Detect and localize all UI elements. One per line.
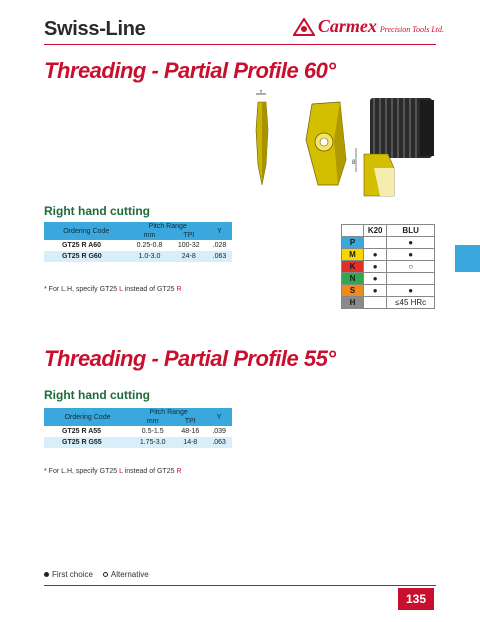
grade-row <box>342 273 435 285</box>
logo-subtitle: Precision Tools Ltd. <box>379 25 444 34</box>
col-blu: BLU <box>387 225 435 237</box>
table-row <box>44 426 232 437</box>
hollow-dot-icon <box>103 572 108 577</box>
grade-letter: P <box>342 237 364 249</box>
cell-blu: ≤45 HRc <box>387 297 435 309</box>
cell-tpi: 24-8 <box>171 251 208 262</box>
legend-alternative: Alternative <box>103 570 149 579</box>
cell-y: .039 <box>206 426 232 437</box>
col-pitch-range: Pitch Range <box>131 408 206 417</box>
section1-title: Threading - Partial Profile 60° <box>44 58 336 83</box>
table-row <box>44 240 232 251</box>
carmex-logo-icon <box>293 18 315 36</box>
note-r: R <box>176 468 182 475</box>
note-text: instead of GT25 <box>122 286 177 293</box>
logo-word: Carmex <box>317 16 377 36</box>
col-pitch-range: Pitch Range <box>128 222 207 231</box>
carmex-logo <box>293 16 444 37</box>
grade-row <box>342 297 435 309</box>
grade-letter: N <box>342 273 364 285</box>
grade-letter: K <box>342 261 364 273</box>
section1-lh-note <box>44 286 182 293</box>
note-text: * For L.H, specify GT25 <box>44 468 120 475</box>
cell-blu: ● <box>387 249 435 261</box>
page-number: 135 <box>398 588 434 610</box>
col-y: Y <box>207 222 232 240</box>
filled-dot-icon <box>44 572 49 577</box>
cell-mm: 1.0-3.0 <box>128 251 170 262</box>
cell-k20: ● <box>364 249 387 261</box>
col-ordering-code: Ordering Code <box>44 408 131 426</box>
cell-mm: 0.25-0.8 <box>128 240 170 251</box>
grade-letter: S <box>342 285 364 297</box>
col-ordering-code: Ordering Code <box>44 222 128 240</box>
side-tab-marker <box>455 245 480 272</box>
insert-side-view-illustration <box>246 90 276 190</box>
page-header-title: Swiss-Line <box>44 18 146 40</box>
table-row <box>44 437 232 448</box>
cell-k20 <box>364 237 387 249</box>
col-mm: mm <box>128 231 170 240</box>
section2-title: Threading - Partial Profile 55° <box>44 346 336 371</box>
note-text: instead of GT25 <box>122 468 177 475</box>
col-tpi: TPI <box>171 231 208 240</box>
col-tpi: TPI <box>174 417 206 426</box>
footer-divider <box>44 585 436 586</box>
grade-letter: H <box>342 297 364 309</box>
note-text: * For L.H, specify GT25 <box>44 286 120 293</box>
note-r: R <box>176 286 182 293</box>
grade-row <box>342 285 435 297</box>
grade-row <box>342 237 435 249</box>
cell-mm: 1.75-3.0 <box>131 437 174 448</box>
cell-blu: ● <box>387 237 435 249</box>
header-divider <box>44 44 436 45</box>
cell-blu: ○ <box>387 261 435 273</box>
dimension-b-label: 8 <box>352 160 356 166</box>
note-l: L <box>119 468 123 475</box>
section2-subheading: Right hand cutting <box>44 388 150 402</box>
col-k20: K20 <box>364 225 387 237</box>
cell-blu <box>387 273 435 285</box>
cell-y: .063 <box>206 437 232 448</box>
threaded-workpiece-illustration <box>350 96 440 206</box>
col-mm: mm <box>131 417 174 426</box>
cell-y: .063 <box>207 251 232 262</box>
section1-subheading: Right hand cutting <box>44 204 150 218</box>
dimension-y-label: Y <box>259 90 264 95</box>
cell-k20: ● <box>364 273 387 285</box>
cell-tpi: 100-32 <box>171 240 208 251</box>
cell-mm: 0.5-1.5 <box>131 426 174 437</box>
cell-code: GT25 R A60 <box>44 240 128 251</box>
insert-front-view-illustration <box>300 100 350 190</box>
col-y: Y <box>206 408 232 426</box>
grades-table <box>341 224 435 309</box>
cell-tpi: 14-8 <box>174 437 206 448</box>
grade-row <box>342 261 435 273</box>
grades-corner <box>342 225 364 237</box>
legend-first-choice: First choice <box>44 570 93 579</box>
cell-code: GT25 R G60 <box>44 251 128 262</box>
section1-pitch-table <box>44 222 232 262</box>
cell-blu: ● <box>387 285 435 297</box>
grade-row <box>342 249 435 261</box>
cell-code: GT25 R G55 <box>44 437 131 448</box>
cell-k20: ● <box>364 261 387 273</box>
note-l: L <box>119 286 123 293</box>
cell-k20: ● <box>364 285 387 297</box>
section2-pitch-table <box>44 408 232 448</box>
table-row <box>44 251 232 262</box>
cell-tpi: 48-16 <box>174 426 206 437</box>
cell-k20 <box>364 297 387 309</box>
legend <box>44 570 149 579</box>
grade-letter: M <box>342 249 364 261</box>
cell-code: GT25 R A55 <box>44 426 131 437</box>
cell-y: .028 <box>207 240 232 251</box>
section2-lh-note <box>44 468 182 475</box>
